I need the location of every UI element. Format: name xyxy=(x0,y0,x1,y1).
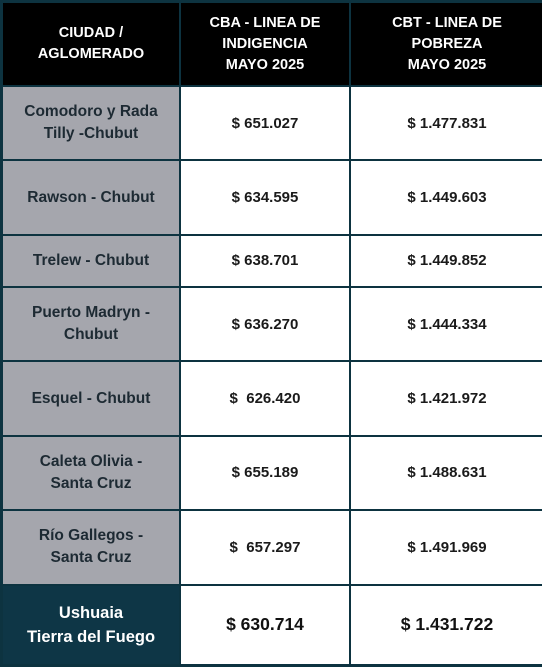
cbt-value: $ 1.449.603 xyxy=(351,161,542,233)
table-row xyxy=(3,288,542,360)
city-cell xyxy=(3,511,179,583)
header-city-line-1: CIUDAD / xyxy=(58,25,124,41)
city-cell xyxy=(3,161,179,233)
city-name-line: Santa Cruz xyxy=(50,474,132,492)
city-cell xyxy=(3,288,179,360)
header-cba-line-2: INDIGENCIA xyxy=(222,35,308,52)
cba-value: $ 638.701 xyxy=(181,236,349,286)
cba-value: $ 651.027 xyxy=(181,87,349,159)
city-name-line: Puerto Madryn - xyxy=(32,304,150,322)
city-name-line: Caleta Olivia - xyxy=(39,452,143,470)
city-name-line: Comodoro y Rada xyxy=(24,103,158,121)
table-header-row xyxy=(3,3,542,85)
city-name-line: Esquel - Chubut xyxy=(31,389,151,407)
city-cell xyxy=(3,362,179,434)
cbt-value: $ 1.449.852 xyxy=(351,236,542,286)
header-cba-line-3: MAYO 2025 xyxy=(225,56,305,73)
cbt-value: $ 1.488.631 xyxy=(351,437,542,509)
city-name-line: Santa Cruz xyxy=(50,549,132,567)
header-cba xyxy=(181,3,349,85)
cbt-value: $ 1.444.334 xyxy=(351,288,542,360)
header-cbt-line-1: CBT - LINEA DE xyxy=(392,14,502,31)
table-row-highlight xyxy=(3,586,542,664)
header-cbt-line-2: POBREZA xyxy=(411,35,483,52)
city-name-line: Tierra del Fuego xyxy=(26,627,156,646)
header-cba-line-1: CBA - LINEA DE xyxy=(209,14,321,31)
city-name-line: Ushuaia xyxy=(58,603,124,622)
city-cell xyxy=(3,87,179,159)
cbt-value: $ 1.431.722 xyxy=(351,586,542,664)
table-row xyxy=(3,511,542,583)
table-row xyxy=(3,437,542,509)
cba-value: $ 626.420 xyxy=(181,362,349,434)
cbt-value: $ 1.477.831 xyxy=(351,87,542,159)
city-cell-highlight xyxy=(3,586,179,664)
basket-price-table xyxy=(1,1,542,666)
city-name-line: Trelew - Chubut xyxy=(32,251,150,269)
cba-value: $ 657.297 xyxy=(181,511,349,583)
city-name-line: Tilly -Chubut xyxy=(43,125,139,143)
cbt-value: $ 1.491.969 xyxy=(351,511,542,583)
table-row xyxy=(3,236,542,286)
cba-value: $ 636.270 xyxy=(181,288,349,360)
table-row xyxy=(3,362,542,434)
header-cbt-line-3: MAYO 2025 xyxy=(407,56,487,73)
cba-value: $ 655.189 xyxy=(181,437,349,509)
city-name-line: Chubut xyxy=(63,326,119,344)
header-cbt xyxy=(351,3,542,85)
city-name-line: Río Gallegos - xyxy=(38,527,144,545)
cba-value: $ 634.595 xyxy=(181,161,349,233)
header-city xyxy=(3,3,179,85)
cba-value: $ 630.714 xyxy=(181,586,349,664)
header-city-line-2: AGLOMERADO xyxy=(37,46,145,62)
table-row xyxy=(3,87,542,159)
city-cell xyxy=(3,437,179,509)
city-name-line: Rawson - Chubut xyxy=(27,188,155,206)
city-cell xyxy=(3,236,179,286)
table-row xyxy=(3,161,542,233)
cbt-value: $ 1.421.972 xyxy=(351,362,542,434)
